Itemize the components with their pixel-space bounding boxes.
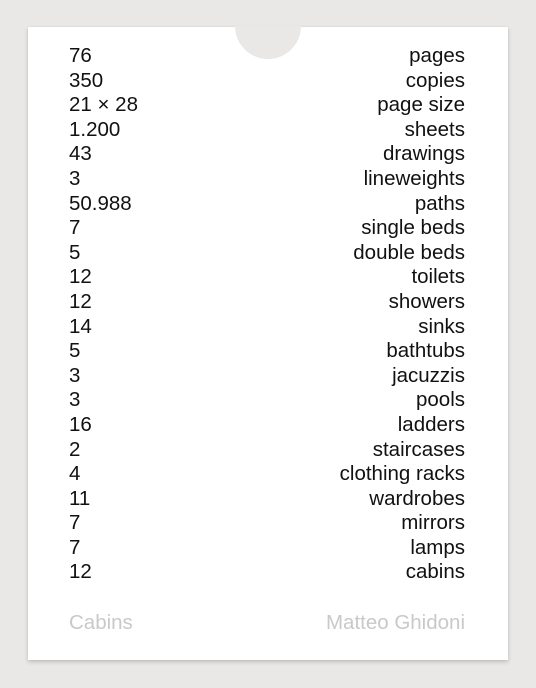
book-title: Cabins	[69, 611, 133, 634]
stat-label: sheets	[404, 117, 465, 141]
stat-row	[69, 413, 465, 438]
stat-row	[69, 216, 465, 241]
stat-value: 3	[69, 388, 81, 412]
book-cover	[28, 27, 508, 660]
stat-value: 12	[69, 265, 92, 289]
stat-label: sinks	[418, 314, 465, 338]
stat-row	[69, 560, 465, 585]
stat-value: 12	[69, 560, 92, 584]
stat-value: 7	[69, 216, 81, 240]
stat-label: cabins	[405, 560, 465, 584]
cover-footer	[69, 611, 465, 635]
stat-value: 7	[69, 511, 81, 535]
stat-row	[69, 192, 465, 217]
stat-row	[69, 167, 465, 192]
stat-label: mirrors	[401, 511, 465, 535]
stat-value: 350	[69, 68, 104, 92]
stat-row	[69, 69, 465, 94]
stat-value: 1.200	[69, 117, 121, 141]
stat-value: 4	[69, 462, 81, 486]
stat-label: jacuzzis	[392, 363, 465, 387]
stat-label: drawings	[382, 142, 465, 166]
stat-label: page size	[377, 93, 465, 117]
stat-value: 7	[69, 535, 81, 559]
stat-label: copies	[405, 68, 465, 92]
stat-row	[69, 511, 465, 536]
stat-label: staircases	[372, 437, 465, 461]
stat-label: double beds	[353, 240, 465, 264]
stat-row	[69, 438, 465, 463]
stat-row	[69, 44, 465, 69]
stat-label: paths	[414, 191, 465, 215]
stat-value: 12	[69, 289, 92, 313]
stat-value: 50.988	[69, 191, 132, 215]
stat-label: single beds	[361, 216, 465, 240]
stat-row	[69, 265, 465, 290]
stat-label: pages	[409, 44, 465, 67]
stat-value: 11	[69, 486, 91, 510]
stat-row	[69, 93, 465, 118]
stat-row	[69, 315, 465, 340]
stat-value: 43	[69, 142, 92, 166]
stat-label: lamps	[410, 535, 465, 559]
stat-row	[69, 462, 465, 487]
stat-row	[69, 487, 465, 512]
stat-value: 21 × 28	[69, 93, 138, 117]
stat-label: ladders	[397, 412, 465, 436]
stat-label: clothing racks	[339, 462, 465, 486]
stat-row	[69, 118, 465, 143]
stat-row	[69, 388, 465, 413]
stat-label: toilets	[411, 265, 465, 289]
stat-value: 3	[69, 363, 81, 387]
stat-value: 5	[69, 240, 81, 264]
stat-label: lineweights	[363, 166, 465, 190]
stat-value: 2	[69, 437, 81, 461]
book-author: Matteo Ghidoni	[325, 611, 465, 634]
stats-list	[69, 44, 465, 585]
stat-value: 14	[69, 314, 92, 338]
stat-row	[69, 290, 465, 315]
stat-value: 76	[69, 44, 92, 67]
stat-label: showers	[388, 289, 465, 313]
stat-value: 3	[69, 166, 81, 190]
stat-label: wardrobes	[369, 486, 465, 510]
stat-row	[69, 364, 465, 389]
stat-label: pools	[415, 388, 465, 412]
stat-label: bathtubs	[386, 339, 465, 363]
stat-value: 5	[69, 339, 81, 363]
stat-row	[69, 339, 465, 364]
stat-row	[69, 536, 465, 561]
stat-row	[69, 142, 465, 167]
stat-value: 16	[69, 412, 92, 436]
stat-row	[69, 241, 465, 266]
